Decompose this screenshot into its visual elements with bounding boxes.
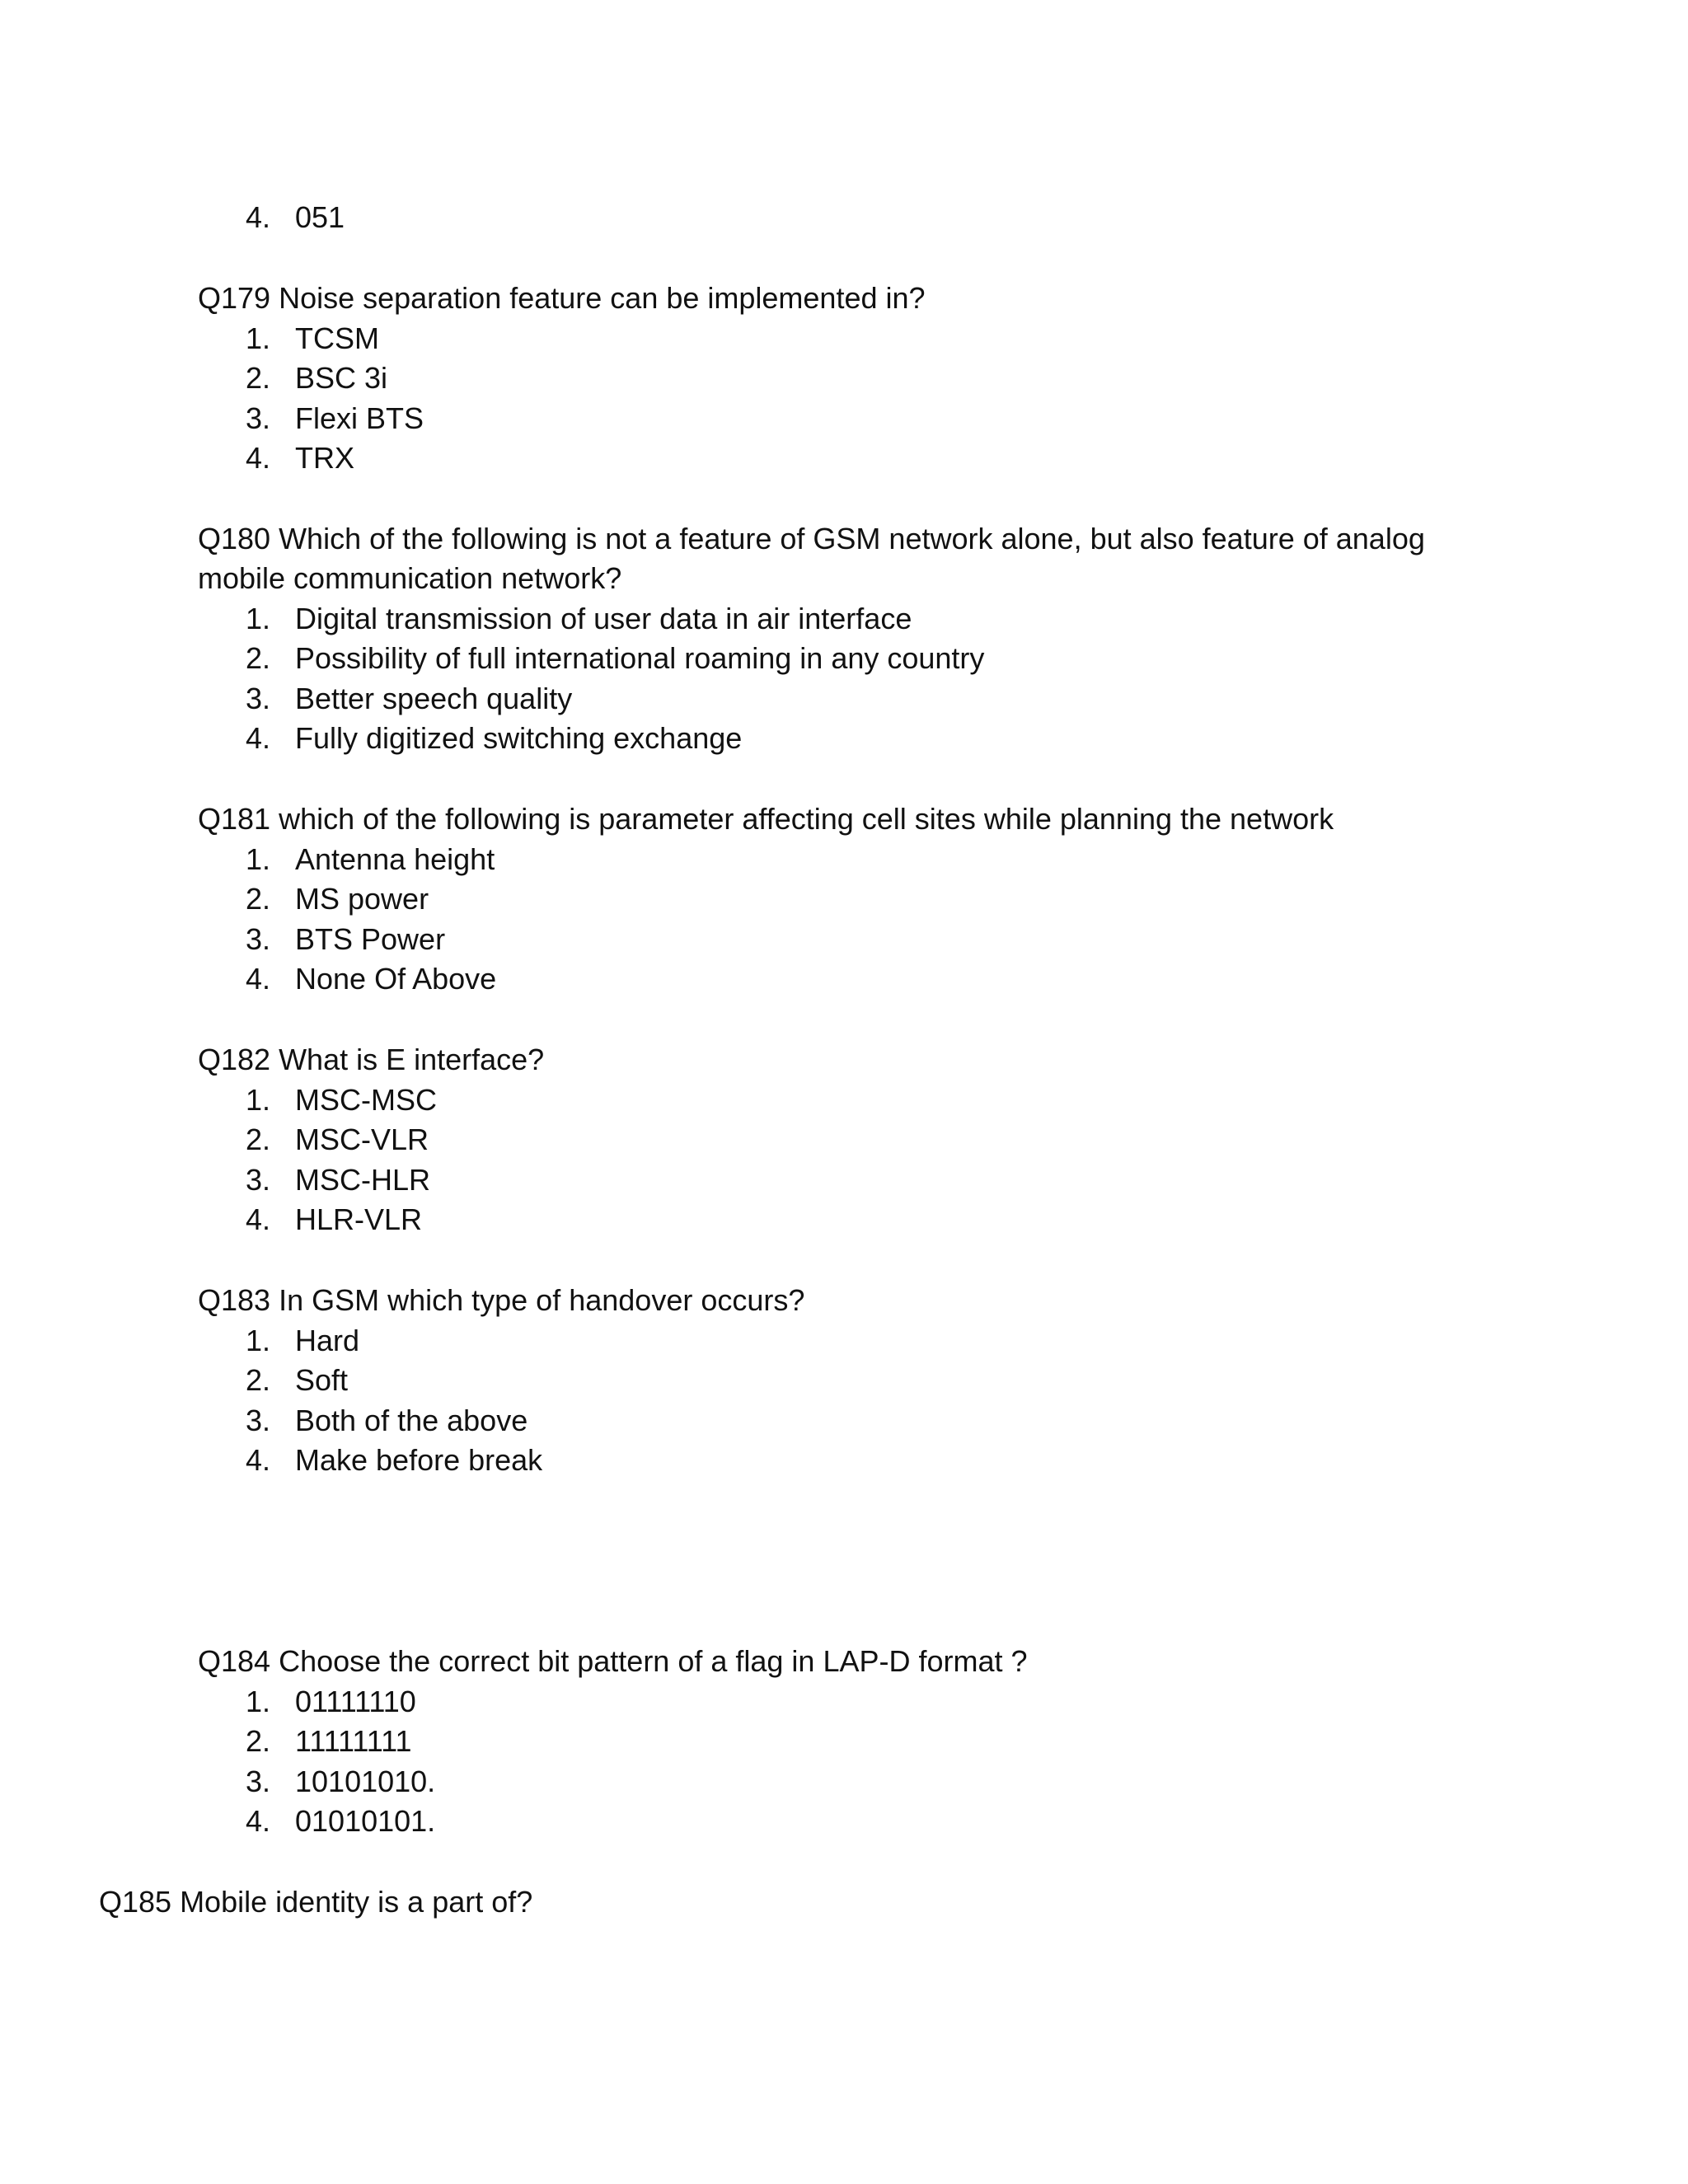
option-number: 2. — [246, 1122, 271, 1156]
option-text: Make before break — [295, 1443, 543, 1477]
option-text: BTS Power — [295, 922, 446, 956]
option-text: 10101010. — [295, 1765, 436, 1798]
option-number: 1. — [246, 1083, 271, 1117]
option-text: TCSM — [295, 321, 379, 355]
option-text: Both of the above — [295, 1404, 528, 1437]
option-text: None Of Above — [295, 962, 497, 996]
option-number: 4. — [246, 1804, 271, 1838]
option-number: 3. — [246, 922, 271, 956]
option-text: Soft — [295, 1363, 349, 1397]
option-text: Fully digitized switching exchange — [295, 721, 743, 755]
option-number: 3. — [246, 1163, 271, 1197]
option-text: 051 — [295, 200, 345, 234]
option-number: 3. — [246, 682, 271, 715]
option-number: 4. — [246, 441, 271, 475]
option-number: 1. — [246, 1685, 271, 1718]
option-number: 3. — [246, 1765, 271, 1798]
option-number: 2. — [246, 882, 271, 916]
option-text: TRX — [295, 441, 354, 475]
option-number: 2. — [246, 1363, 271, 1397]
option-number: 4. — [246, 721, 271, 755]
option-number: 4. — [246, 1443, 271, 1477]
option-text: Better speech quality — [295, 682, 573, 715]
option-text: Flexi BTS — [295, 401, 424, 435]
option-text: Hard — [295, 1324, 360, 1357]
question-184-text: Q184 Choose the correct bit pattern of a flag in LAP-D format ? — [198, 1644, 1028, 1678]
option-text: 11111111 — [295, 1724, 412, 1758]
option-number: 1. — [246, 602, 271, 635]
option-number: 1. — [246, 842, 271, 876]
option-number: 3. — [246, 401, 271, 435]
option-number: 2. — [246, 1724, 271, 1758]
question-180-text: Q180 Which of the following is not a feature of GSM network alone, but also feature of analog — [198, 522, 1425, 555]
option-number: 4. — [246, 200, 271, 234]
option-text: MSC-VLR — [295, 1122, 429, 1156]
option-text: Antenna height — [295, 842, 495, 876]
option-number: 4. — [246, 1202, 271, 1236]
option-text: 01010101. — [295, 1804, 436, 1838]
option-text: HLR-VLR — [295, 1202, 423, 1236]
option-number: 1. — [246, 1324, 271, 1357]
option-text: MSC-MSC — [295, 1083, 437, 1117]
option-text: 01111110 — [295, 1685, 416, 1718]
option-text: Possibility of full international roaming in any country — [295, 641, 985, 675]
option-number: 3. — [246, 1404, 271, 1437]
question-180-text-cont: mobile communication network? — [198, 561, 622, 595]
option-number: 1. — [246, 321, 271, 355]
question-185-text: Q185 Mobile identity is a part of? — [99, 1885, 533, 1919]
option-text: MSC-HLR — [295, 1163, 431, 1197]
option-number: 4. — [246, 962, 271, 996]
option-text: MS power — [295, 882, 429, 916]
option-text: BSC 3i — [295, 361, 388, 395]
option-number: 2. — [246, 361, 271, 395]
option-text: Digital transmission of user data in air interface — [295, 602, 912, 635]
question-181-text: Q181 which of the following is parameter affecting cell sites while planning the network — [198, 802, 1334, 836]
question-179-text: Q179 Noise separation feature can be implemented in? — [198, 281, 926, 315]
question-182-text: Q182 What is E interface? — [198, 1043, 545, 1076]
option-number: 2. — [246, 641, 271, 675]
question-183-text: Q183 In GSM which type of handover occurs? — [198, 1283, 805, 1317]
